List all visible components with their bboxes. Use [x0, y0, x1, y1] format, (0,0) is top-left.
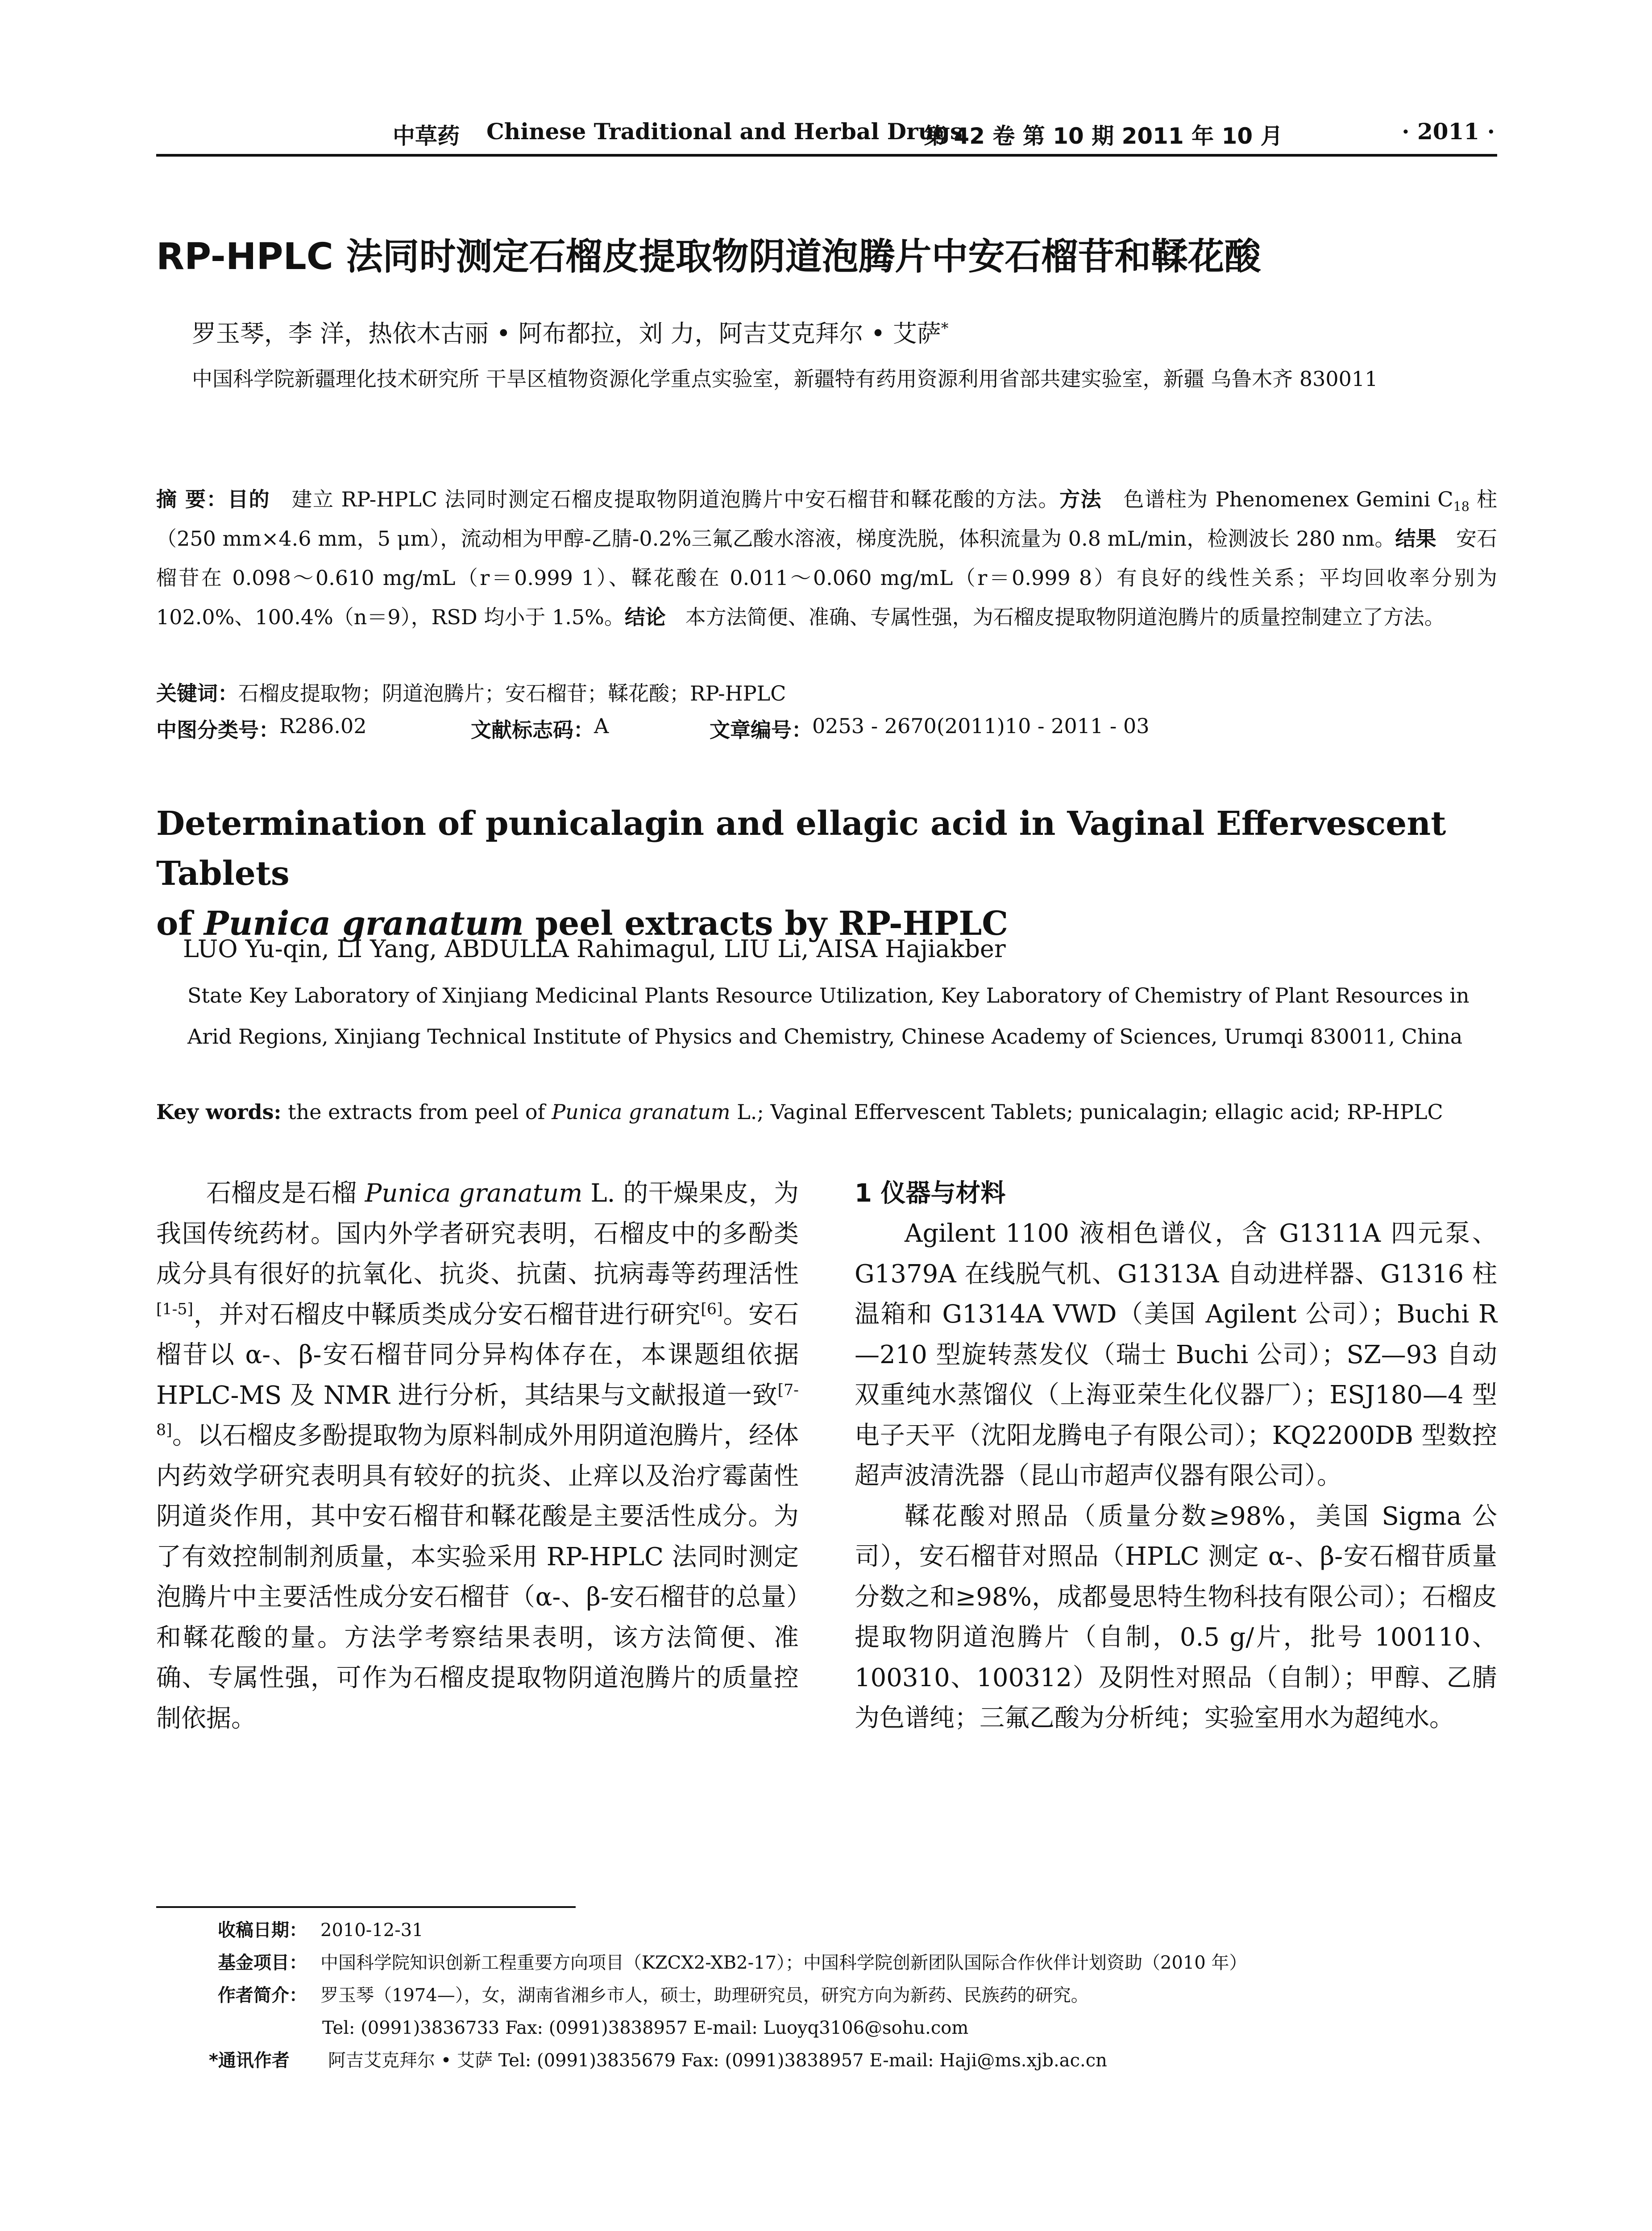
document-code [471, 714, 609, 743]
methods-text-2: 柱（250 mm×4.6 mm，5 μm），流动相为甲醇-乙腈-0.2%三氟乙酸水溶液，梯度洗脱，体积流量为 0.8 mL/min，检测波长 280 nm。 [156, 487, 1498, 551]
article-value: 0253 - 2670(2011)10 - 2011 - 03 [812, 714, 1150, 738]
received-label: 收稿日期： [218, 1920, 307, 1941]
english-title [156, 799, 1497, 949]
journal-issue: 第 42 卷 第 10 期 2011 年 10 月 [924, 123, 1283, 149]
footnotes [156, 1914, 1497, 2077]
body-column-left [156, 1174, 799, 1739]
results-label: 结果 [1395, 527, 1436, 551]
section-1-heading: 1 仪器与材料 [855, 1179, 1006, 1208]
intro-text-1: 石榴皮是石榴 [206, 1179, 365, 1208]
journal-name: Chinese Traditional and Herbal Drugs [486, 118, 963, 145]
intro-text-5: 。以石榴皮多酚提取物为原料制成外用阴道泡腾片，经体内药效学研究表明具有较好的抗炎、止痒以及治疗霉菌性阴道炎作用，其中安石榴苷和鞣花酸是主要活性成分。为了有效控制制剂质量，本实验采用 RP-HPLC 法同时测定泡腾片中主要活性成分安石榴苷（α-、β-安石榴苷的总量）和鞣花酸的量。方法学考察结果表明，该方法简便、准确、专属性强，可作为石榴皮提取物阴道泡腾片的质量控制依据。 [156, 1421, 799, 1733]
english-keywords-label: Key words: [156, 1100, 282, 1124]
clc-label: 中图分类号： [156, 718, 279, 742]
footnote-bio [156, 1979, 1497, 2012]
english-affiliation: State Key Laboratory of Xinjiang Medicinal Plants Resource Utilization, Key Laboratory of Chemistry of Plant Resources in Arid Regions, Xinjiang Technical Institute of Physics and Chemistry, Chinese Academy of Sciences, Urumqi 830011, China [187, 983, 1469, 1049]
english-title-post: peel extracts by RP-HPLC [523, 904, 1009, 943]
corresponding-label: *通讯作者 [209, 2050, 290, 2071]
chinese-affiliation: 中国科学院新疆理化技术研究所 干旱区植物资源化学重点实验室，新疆特有药用资源利用省部共建实验室，新疆 乌鲁木齐 830011 [192, 367, 1378, 391]
english-keywords-pre: the extracts from peel of [281, 1100, 552, 1124]
english-title-pre: of [156, 904, 204, 943]
chinese-keywords [156, 674, 1497, 713]
intro-species: Punica granatum [365, 1179, 583, 1208]
chinese-author-list: 罗玉琴，李 洋，热依木古丽 • 阿布都拉，刘 力，阿吉艾克拜尔 • 艾萨 [192, 319, 941, 348]
instruments-paragraph: Agilent 1100 液相色谱仪，含 G1311A 四元泵、G1379A 在线脱气机、G1313A 自动进样器、G1316 柱温箱和 G1314A VWD（美国 Agilent 公司）；Buchi R—210 型旋转蒸发仪（瑞士 Buchi 公司）；SZ—93 自动双重纯水蒸馏仪（上海亚荣生化仪器厂）；ESJ180—4 型电子天平（沈阳龙腾电子有限公司）；KQ2200DB 型数控超声波清洗器（昆山市超声仪器有限公司）。 [855, 1219, 1497, 1490]
methods-text-1: 色谱柱为 Phenomenex Gemini C [1123, 487, 1453, 511]
bio-text: 罗玉琴（1974—），女，湖南省湘乡市人，硕士，助理研究员，研究方向为新药、民族药的研究。 [320, 1985, 1089, 2006]
doc-label: 文献标志码： [471, 718, 594, 742]
footnote-corresponding [156, 2044, 1497, 2077]
english-keywords-post: L.; Vaginal Effervescent Tablets; punicalagin; ellagic acid; RP-HPLC [730, 1100, 1443, 1124]
english-authors: LUO Yu-qin, LI Yang, ABDULLA Rahimagul, LIU Li, AISA Hajiakber [183, 935, 1006, 963]
english-keywords-species: Punica granatum [552, 1100, 731, 1124]
abstract-label: 摘 要： [156, 487, 228, 511]
results-text: 安石榴苷在 0.098～0.610 mg/mL（r＝0.999 1）、鞣花酸在 0.011～0.060 mg/mL（r＝0.999 8）有良好的线性关系；平均回收率分别为 102.0%、100.4%（n＝9），RSD 均小于 1.5%。 [156, 527, 1498, 629]
journal-brand: 中草药 [393, 123, 460, 149]
english-keywords [156, 1100, 1497, 1124]
introduction-paragraph [156, 1174, 799, 1739]
keywords-text: 石榴皮提取物；阴道泡腾片；安石榴苷；鞣花酸；RP-HPLC [238, 681, 786, 705]
citation-1-5: [1-5] [156, 1300, 193, 1318]
header-rule [156, 154, 1497, 157]
bio-label: 作者简介： [218, 1985, 307, 2006]
chinese-authors [192, 315, 1497, 349]
running-header [156, 118, 1495, 154]
fund-label: 基金项目： [218, 1953, 307, 1973]
english-title-species: Punica granatum [203, 904, 524, 943]
materials-paragraph: 鞣花酸对照品（质量分数≥98%，美国 Sigma 公司），安石榴苷对照品（HPLC 测定 α-、β-安石榴苷质量分数之和≥98%，成都曼思特生物科技有限公司）；石榴皮提取物阴道泡腾片（自制，0.5 g/片，批号 100110、100310、100312）及阴性对照品（自制）；甲醇、乙腈为色谱纯；三氟乙酸为分析纯；实验室用水为超纯水。 [855, 1501, 1497, 1733]
classification-line [156, 714, 1497, 750]
footnote-fund [156, 1947, 1497, 1979]
received-date: 2010-12-31 [320, 1920, 423, 1941]
corresponding-text: 阿吉艾克拜尔 • 艾萨 Tel: (0991)3835679 Fax: (0991)3838957 E-mail: Haji@ms.xjb.ac.cn [328, 2050, 1107, 2071]
footnote-bio-contact [156, 2012, 1497, 2044]
page-number: · 2011 · [1402, 118, 1495, 145]
keywords-label: 关键词： [156, 681, 238, 705]
citation-7-8: [7-8] [156, 1381, 799, 1439]
conclusion-text: 本方法简便、准确、专属性强，为石榴皮提取物阴道泡腾片的质量控制建立了方法。 [685, 605, 1445, 629]
chinese-title: RP-HPLC 法同时测定石榴皮提取物阴道泡腾片中安石榴苷和鞣花酸 [156, 236, 1261, 278]
article-number [710, 714, 1150, 743]
citation-6: [6] [701, 1300, 723, 1318]
doc-value: A [594, 714, 609, 738]
intro-text-2: L. 的干燥果皮，为我国传统药材。国内外学者研究表明，石榴皮中的多酚类成分具有很好的抗氧化、抗炎、抗菌、抗病毒等药理活性 [156, 1179, 799, 1289]
methods-label: 方法 [1059, 487, 1102, 511]
intro-text-3: ，并对石榴皮中鞣质类成分安石榴苷进行研究 [193, 1300, 701, 1329]
chinese-abstract [156, 480, 1497, 637]
corresponding-mark: * [941, 319, 949, 337]
clc-code [156, 714, 367, 743]
objective-label: 目的 [228, 487, 270, 511]
conclusion-label: 结论 [624, 605, 666, 629]
article-label: 文章编号： [710, 718, 812, 742]
bio-contact: Tel: (0991)3836733 Fax: (0991)3838957 E-mail: Luoyq3106@sohu.com [322, 2018, 969, 2038]
clc-value: R286.02 [279, 714, 367, 738]
footnote-received [156, 1914, 1497, 1947]
footnote-rule [156, 1906, 576, 1908]
fund-text: 中国科学院知识创新工程重要方向项目（KZCX2-XB2-17）；中国科学院创新团队国际合作伙伴计划资助（2010 年） [320, 1953, 1247, 1973]
methods-subscript: 18 [1453, 499, 1469, 514]
objective-text: 建立 RP-HPLC 法同时测定石榴皮提取物阴道泡腾片中安石榴苷和鞣花酸的方法。 [291, 487, 1060, 511]
english-title-line-1: Determination of punicalagin and ellagic acid in Vaginal Effervescent Tablets [156, 804, 1446, 893]
intro-text-4: 。安石榴苷以 α-、β-安石榴苷同分异构体存在，本课题组依据 HPLC-MS 及 NMR 进行分析，其结果与文献报道一致 [156, 1300, 799, 1410]
body-column-right [855, 1174, 1497, 1739]
